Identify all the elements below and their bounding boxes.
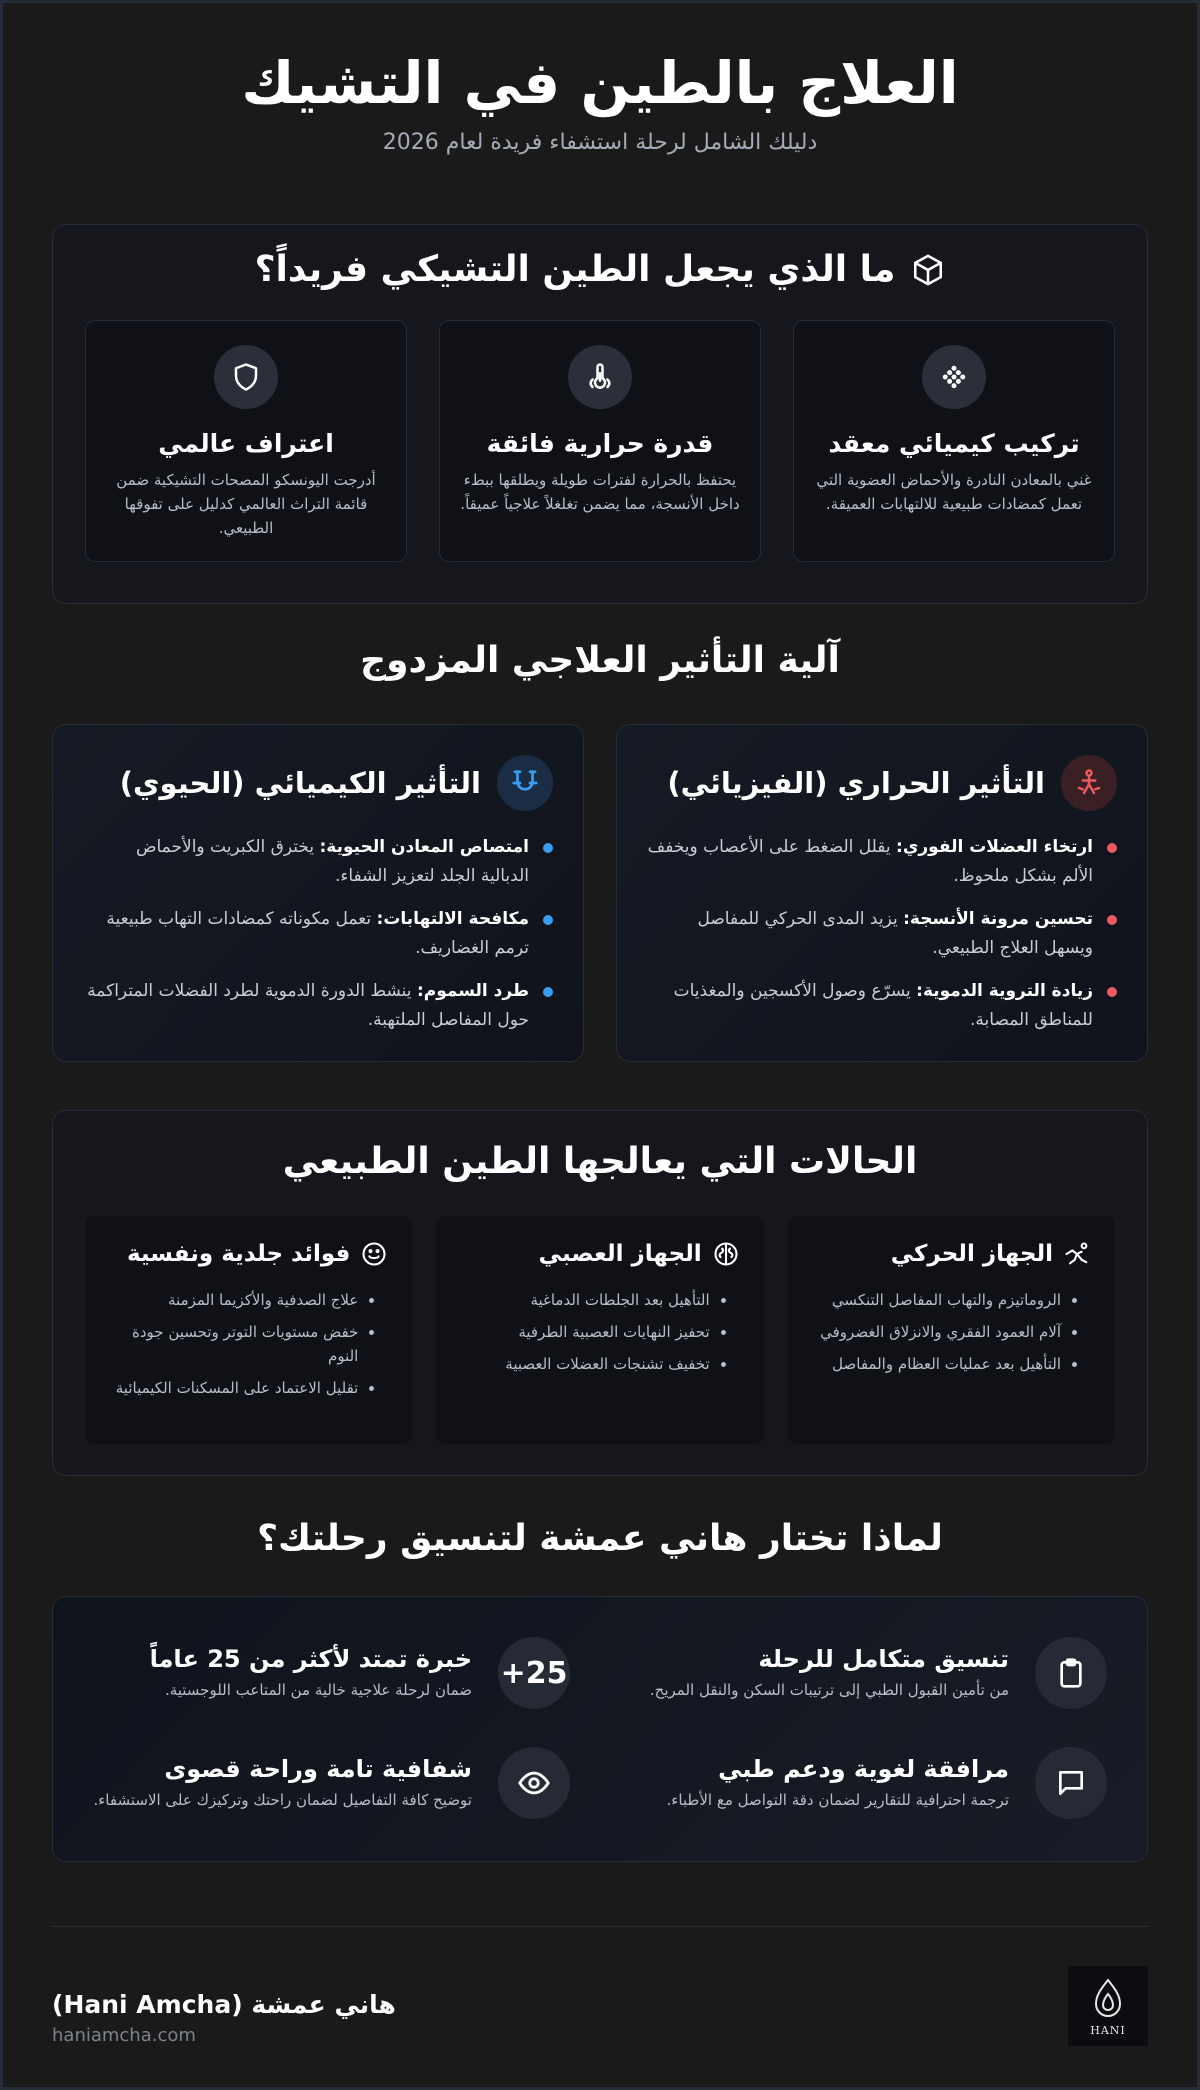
why-item-title: خبرة تمتد لأكثر من 25 عاماً	[149, 1644, 472, 1673]
footer-brand	[52, 1990, 396, 2046]
why-item-title: شفافية تامة وراحة قصوى	[164, 1754, 472, 1783]
item-text: يسرّع وصول الأكسجين والمغذيات للمناطق المصابة.	[673, 981, 1093, 1030]
why-item-language-support	[630, 1747, 1107, 1819]
years-badge: 25+	[498, 1637, 570, 1709]
list-item	[647, 977, 1117, 1035]
why-section	[52, 1596, 1148, 1862]
eye-icon	[498, 1747, 570, 1819]
condition-group-title: الجهاز العصبي	[538, 1241, 702, 1267]
unique-cards	[85, 320, 1115, 562]
item-label: تحسين مرونة الأنسجة:	[903, 909, 1093, 929]
condition-list	[812, 1288, 1091, 1376]
unique-section-title: ما الذي يجعل الطين التشيكي فريداً؟	[254, 249, 896, 290]
smile-icon	[360, 1240, 388, 1268]
list-item: • خفض مستويات التوتر وتحسين جودة النوم	[109, 1320, 358, 1368]
list-item: • التأهيل بعد الجلطات الدماغية	[460, 1288, 709, 1312]
thermal-effect-header	[647, 755, 1117, 811]
list-item	[647, 833, 1117, 891]
atom-icon	[922, 345, 986, 409]
chemical-effect-title: التأثير الكيميائي (الحيوي)	[119, 766, 481, 800]
stretching-person-icon	[1063, 1240, 1091, 1268]
bullet-dot	[543, 987, 553, 997]
unique-card-text: غني بالمعادن النادرة والأحماض العضوية التي تعمل كمضادات طبيعية للالتهابات العميقة.	[816, 471, 1092, 513]
condition-group-skin-mental	[85, 1216, 412, 1444]
why-item-text: من تأمين القبول الطبي إلى ترتيبات السكن والنقل المريح.	[649, 1680, 1009, 1699]
unique-card-chemistry	[793, 320, 1115, 562]
unique-card-text: يحتفظ بالحرارة لفترات طويلة ويطلقها ببطء داخل الأنسجة، مما يضمن تغلغلاً علاجياً عميقاً.	[460, 471, 740, 513]
list-item: • التأهيل بعد عمليات العظام والمفاصل	[812, 1352, 1061, 1376]
footer-name: هاني عمشة (Hani Amcha)	[52, 1990, 396, 2019]
unique-section-header	[85, 249, 1115, 290]
thermal-effect-list	[647, 833, 1117, 1035]
list-item	[83, 833, 553, 891]
why-item-title: تنسيق متكامل للرحلة	[758, 1644, 1009, 1673]
condition-group-header	[460, 1240, 739, 1268]
brand-logo-text: HANI	[1090, 2023, 1126, 2037]
conditions-groups	[85, 1216, 1115, 1444]
why-item-text: ترجمة احترافية للتقارير لضمان دقة التواصل مع الأطباء.	[666, 1790, 1009, 1809]
list-item	[83, 905, 553, 963]
unique-card-text: أدرجت اليونسكو المصحات التشيكية ضمن قائمة التراث العالمي كدليل على تفوقها الطبيعي.	[116, 471, 376, 537]
item-text: يزيد المدى الحركي للمفاصل ويسهل العلاج الطبيعي.	[697, 909, 1093, 958]
page-subtitle: دليلك الشامل لرحلة استشفاء فريدة لعام 2026	[382, 130, 818, 155]
brand-logo	[1068, 1966, 1148, 2046]
thermal-heat-icon	[1061, 755, 1117, 811]
shield-icon	[214, 345, 278, 409]
condition-list	[460, 1288, 739, 1376]
hero	[52, 0, 1148, 155]
unique-card-title: تركيب كيميائي معقد	[828, 429, 1080, 458]
unique-card-title: اعتراف عالمي	[158, 429, 334, 458]
magnet-icon	[497, 755, 553, 811]
why-section-title: لماذا تختار هاني عمشة لتنسيق رحلتك؟	[257, 1518, 943, 1559]
conditions-section-title: الحالات التي يعالجها الطين الطبيعي	[282, 1141, 918, 1182]
bullet-dot	[543, 915, 553, 925]
list-item	[647, 905, 1117, 963]
why-item-text: توضيح كافة التفاصيل لضمان راحتك وتركيزك على الاستشفاء.	[93, 1790, 472, 1809]
why-item-transparency	[93, 1747, 570, 1819]
condition-group-motor	[788, 1216, 1115, 1444]
unique-card-thermal	[439, 320, 761, 562]
unique-section	[52, 224, 1148, 604]
why-item-coordination	[630, 1637, 1107, 1709]
list-item: • آلام العمود الفقري والانزلاق الغضروفي	[812, 1320, 1061, 1344]
chemical-effect-list	[83, 833, 553, 1035]
unique-card-recognition	[85, 320, 407, 562]
page-title: العلاج بالطين في التشيك	[241, 49, 959, 117]
bullet-dot	[1107, 915, 1117, 925]
chat-bubble-icon	[1035, 1747, 1107, 1819]
footer-url-link[interactable]: haniamcha.com	[52, 2025, 196, 2046]
page	[52, 0, 1148, 2046]
why-grid	[93, 1637, 1107, 1819]
item-text: تعمل مكوناته كمضادات التهاب طبيعية ترمم الغضاريف.	[106, 909, 529, 958]
why-item-text: ضمان لرحلة علاجية خالية من المتاعب اللوجستية.	[164, 1680, 472, 1699]
bullet-dot	[1107, 987, 1117, 997]
item-label: ارتخاء العضلات الفوري:	[896, 837, 1093, 857]
condition-group-nervous	[436, 1216, 763, 1444]
chemical-effect-card	[52, 724, 584, 1062]
bullet-dot	[1107, 843, 1117, 853]
item-text: يخترق الكبريت والأحماض الدبالية الجلد لتعزيز الشفاء.	[135, 837, 529, 886]
condition-list	[109, 1288, 388, 1400]
item-label: مكافحة الالتهابات:	[376, 909, 529, 929]
thermometer-flame-icon	[568, 345, 632, 409]
list-item: • تقليل الاعتماد على المسكنات الكيميائية	[109, 1376, 358, 1400]
condition-group-header	[109, 1240, 388, 1268]
item-label: امتصاص المعادن الحيوية:	[319, 837, 529, 857]
list-item	[83, 977, 553, 1035]
list-item: • علاج الصدفية والأكزيما المزمنة	[109, 1288, 358, 1312]
item-text: يقلل الضغط على الأعصاب ويخفف الألم بشكل ملحوظ.	[647, 837, 1093, 886]
clipboard-icon	[1035, 1637, 1107, 1709]
cube-icon	[911, 253, 945, 287]
unique-card-title: قدرة حرارية فائقة	[486, 429, 714, 458]
list-item: • الروماتيزم والتهاب المفاصل التنكسي	[812, 1288, 1061, 1312]
dual-section-title: آلية التأثير العلاجي المزدوج	[360, 640, 840, 681]
list-item: • تحفيز النهايات العصبية الطرفية	[460, 1320, 709, 1344]
condition-group-title: فوائد جلدية ونفسية	[126, 1241, 351, 1267]
thermal-effect-card	[616, 724, 1148, 1062]
condition-group-title: الجهاز الحركي	[890, 1241, 1053, 1267]
condition-group-header	[812, 1240, 1091, 1268]
item-label: طرد السموم:	[416, 981, 529, 1001]
item-label: زيادة التروية الدموية:	[916, 981, 1093, 1001]
why-item-title: مرافقة لغوية ودعم طبي	[718, 1754, 1009, 1783]
list-item: • تخفيف تشنجات العضلات العصبية	[460, 1352, 709, 1376]
brain-icon	[712, 1240, 740, 1268]
item-text: ينشط الدورة الدموية لطرد الفضلات المتراكمة حول المفاصل الملتهبة.	[87, 981, 529, 1030]
footer	[52, 1926, 1148, 2046]
thermal-effect-title: التأثير الحراري (الفيزيائي)	[667, 766, 1045, 800]
conditions-section	[52, 1110, 1148, 1476]
chemical-effect-header	[83, 755, 553, 811]
bullet-dot	[543, 843, 553, 853]
why-item-experience	[93, 1637, 570, 1709]
dual-section	[52, 724, 1148, 1062]
